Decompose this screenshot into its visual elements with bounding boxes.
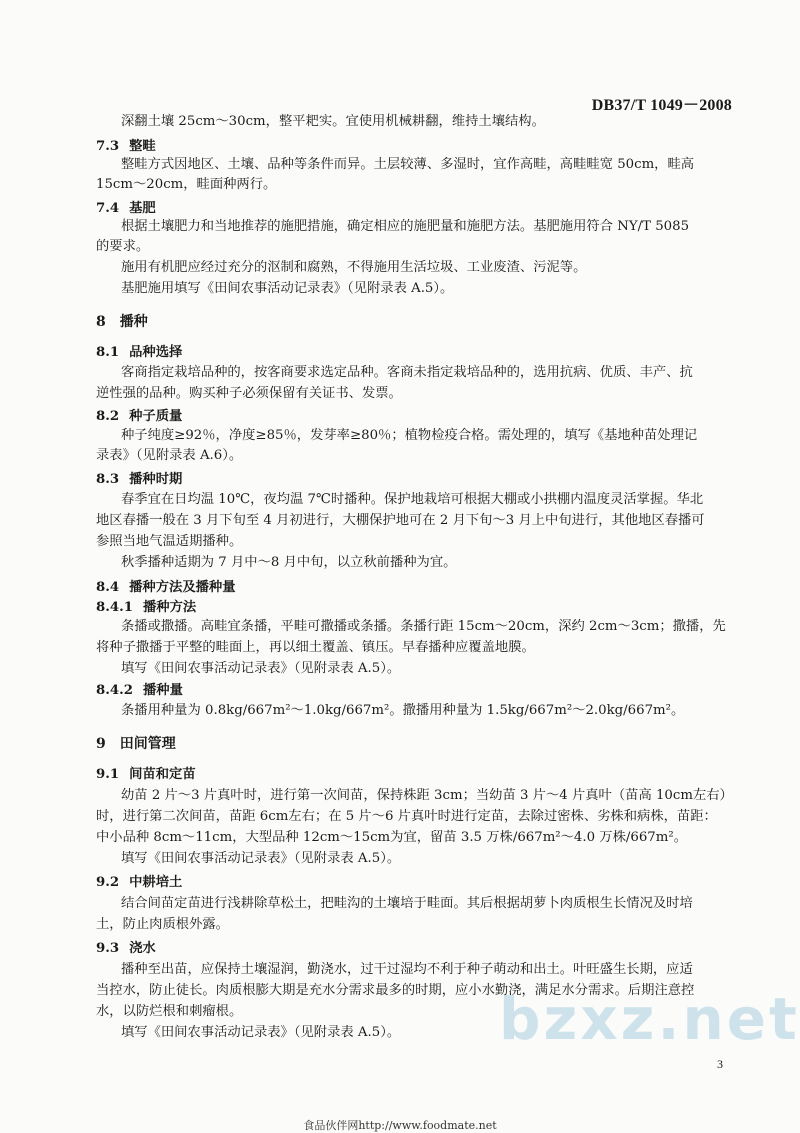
- paragraph-continuation: 中小品种 8cm～11cm，大型品种 12cm～15cm为宜，留苗 3.5 万株/667m²～4.0 万株/667m²。: [96, 830, 687, 845]
- subsection-heading: [96, 473, 182, 486]
- paragraph-line: 种子纯度≥92％，净度≥85％，发芽率≥80％；植物检疫合格。需处理的，填写《基地种苗处理记: [121, 428, 698, 443]
- subsection-heading: [96, 942, 156, 955]
- paragraph-line: 播种至出苗，应保持土壤湿润，勤浇水，过干过湿均不利于种子萌动和出土。叶旺盛生长期，应适: [121, 962, 693, 977]
- section-number: 9.1: [96, 767, 120, 782]
- document-code: DB37/T 1049－2008: [591, 97, 732, 114]
- subsection-heading: [96, 202, 156, 215]
- section-number: 8.4.2: [96, 683, 134, 698]
- paragraph-line: 填写《田间农事活动记录表》（见附录表 A.5）。: [121, 851, 401, 866]
- section-title: 田间管理: [119, 736, 176, 752]
- paragraph-continuation: 地区春播一般在 3 月下旬至 4 月初进行，大棚保护地可在 2 月下旬～3 月上中旬进行，其他地区春播可: [96, 513, 705, 528]
- paragraph-line: 幼苗 2 片～3 片真叶时，进行第一次间苗，保持株距 3cm；当幼苗 3 片～4 片真叶（苗高 10cm左右）: [121, 788, 733, 803]
- paragraph-line: 填写《田间农事活动记录表》（见附录表 A.5）。: [121, 1025, 401, 1040]
- paragraph-continuation: 的要求。: [96, 239, 150, 254]
- paragraph-line: 基肥施用填写《田间农事活动记录表》（见附录表 A.5）。: [121, 281, 454, 296]
- subsection-heading: [96, 410, 182, 423]
- section-title: 播种量: [143, 683, 183, 698]
- paragraph-continuation: 15cm～20cm，畦面种两行。: [96, 177, 277, 192]
- paragraph-continuation: 土，防止肉质根外露。: [96, 917, 229, 932]
- paragraph-line: 春季宜在日均温 10℃，夜均温 7℃时播种。保护地栽培可根据大棚或小拱棚内温度灵活掌握。华北: [121, 492, 704, 507]
- paragraph-continuation: 参照当地气温适期播种。: [96, 534, 243, 549]
- section-heading: [96, 315, 148, 329]
- section-number: 7.4: [96, 201, 120, 216]
- paragraph-line: 条播或撒播。高畦宜条播，平畦可撒播或条播。条播行距 15cm～20cm，深约 2cm～3cm；撒播，先: [121, 619, 726, 634]
- paragraph-continuation: 逆性强的品种。购买种子必须保留有关证书、发票。: [96, 386, 402, 401]
- subsection-heading: [96, 346, 182, 359]
- subsection-heading: [96, 768, 196, 781]
- section-title: 间苗和定苗: [129, 767, 196, 782]
- paragraph-continuation: 将种子撒播于平整的畦面上，再以细土覆盖、镇压。早春播种应覆盖地膜。: [96, 640, 535, 655]
- section-number: 8.4.1: [96, 600, 134, 615]
- subsection-heading: [96, 581, 236, 594]
- paragraph-continuation: 当控水，防止徒长。肉质根膨大期是充水分需求最多的时期，应小水勤浇，满足水分需求。后期注意控: [96, 983, 695, 998]
- section-number: 9.2: [96, 875, 120, 890]
- section-number: 7.3: [96, 139, 120, 154]
- paragraph-line: 条播用种量为 0.8kg/667m²～1.0kg/667m²。撒播用种量为 1.5kg/667m²～2.0kg/667m²。: [121, 703, 685, 718]
- paragraph-line: 结合间苗定苗进行浅耕除草松土，把畦沟的土壤培于畦面。其后根据胡萝卜肉质根生长情况及时培: [121, 896, 693, 911]
- section-title: 基肥: [129, 201, 156, 216]
- paragraph-continuation: 水，以防烂根和刺瘤根。: [96, 1004, 243, 1019]
- paragraph-line: 整畦方式因地区、土壤、品种等条件而异。土层较薄、多湿时，宜作高畦，高畦畦宽 50cm，畦高: [121, 157, 695, 172]
- subsection-heading: [96, 684, 183, 697]
- section-number: 8.4: [96, 580, 120, 595]
- paragraph-line: 施用有机肥应经过充分的沤制和腐熟，不得施用生活垃圾、工业废渣、污泥等。: [121, 260, 587, 275]
- section-title: 种子质量: [129, 409, 183, 424]
- section-title: 整畦: [129, 139, 156, 154]
- paragraph-continuation: 录表》（见附录表 A.6）。: [96, 448, 243, 463]
- section-title: 浇水: [129, 941, 156, 956]
- subsection-heading: [96, 601, 196, 614]
- section-title: 播种方法: [143, 600, 197, 615]
- section-number: 9: [96, 736, 106, 752]
- section-title: 播种方法及播种量: [129, 580, 236, 595]
- paragraph-line: 深翻土壤 25cm～30cm，整平耙实。宜使用机械耕翻，维持土壤结构。: [121, 114, 545, 129]
- section-number: 8: [96, 314, 106, 330]
- section-heading: [96, 737, 176, 751]
- subsection-heading: [96, 140, 156, 153]
- section-title: 中耕培土: [129, 875, 183, 890]
- section-number: 8.2: [96, 409, 120, 424]
- subsection-heading: [96, 876, 182, 889]
- section-number: 8.1: [96, 345, 120, 360]
- paragraph-continuation: 时，进行第二次间苗，苗距 6cm左右；在 5 片～6 片真叶时进行定苗，去除过密株、劣株和病株，苗距：: [96, 809, 717, 824]
- paragraph-line: 填写《田间农事活动记录表》（见附录表 A.5）。: [121, 661, 401, 676]
- paragraph-line: 根据土壤肥力和当地推荐的施肥措施，确定相应的施肥量和施肥方法。基肥施用符合 NY/T 5085: [121, 219, 690, 234]
- section-number: 8.3: [96, 472, 120, 487]
- section-title: 播种: [119, 314, 148, 330]
- paragraph-line: 客商指定栽培品种的，按客商要求选定品种。客商未指定栽培品种的，选用抗病、优质、丰产、抗: [121, 365, 693, 380]
- page-footer: 食品伙伴网http://www.foodmate.net: [303, 1119, 497, 1132]
- section-title: 品种选择: [129, 345, 183, 360]
- paragraph-line: 秋季播种适期为 7 月中～8 月中旬，以立秋前播种为宜。: [121, 555, 457, 570]
- section-title: 播种时期: [129, 472, 183, 487]
- watermark: bzxz.net: [499, 985, 800, 1053]
- page-number: 3: [717, 1057, 723, 1071]
- section-number: 9.3: [96, 941, 120, 956]
